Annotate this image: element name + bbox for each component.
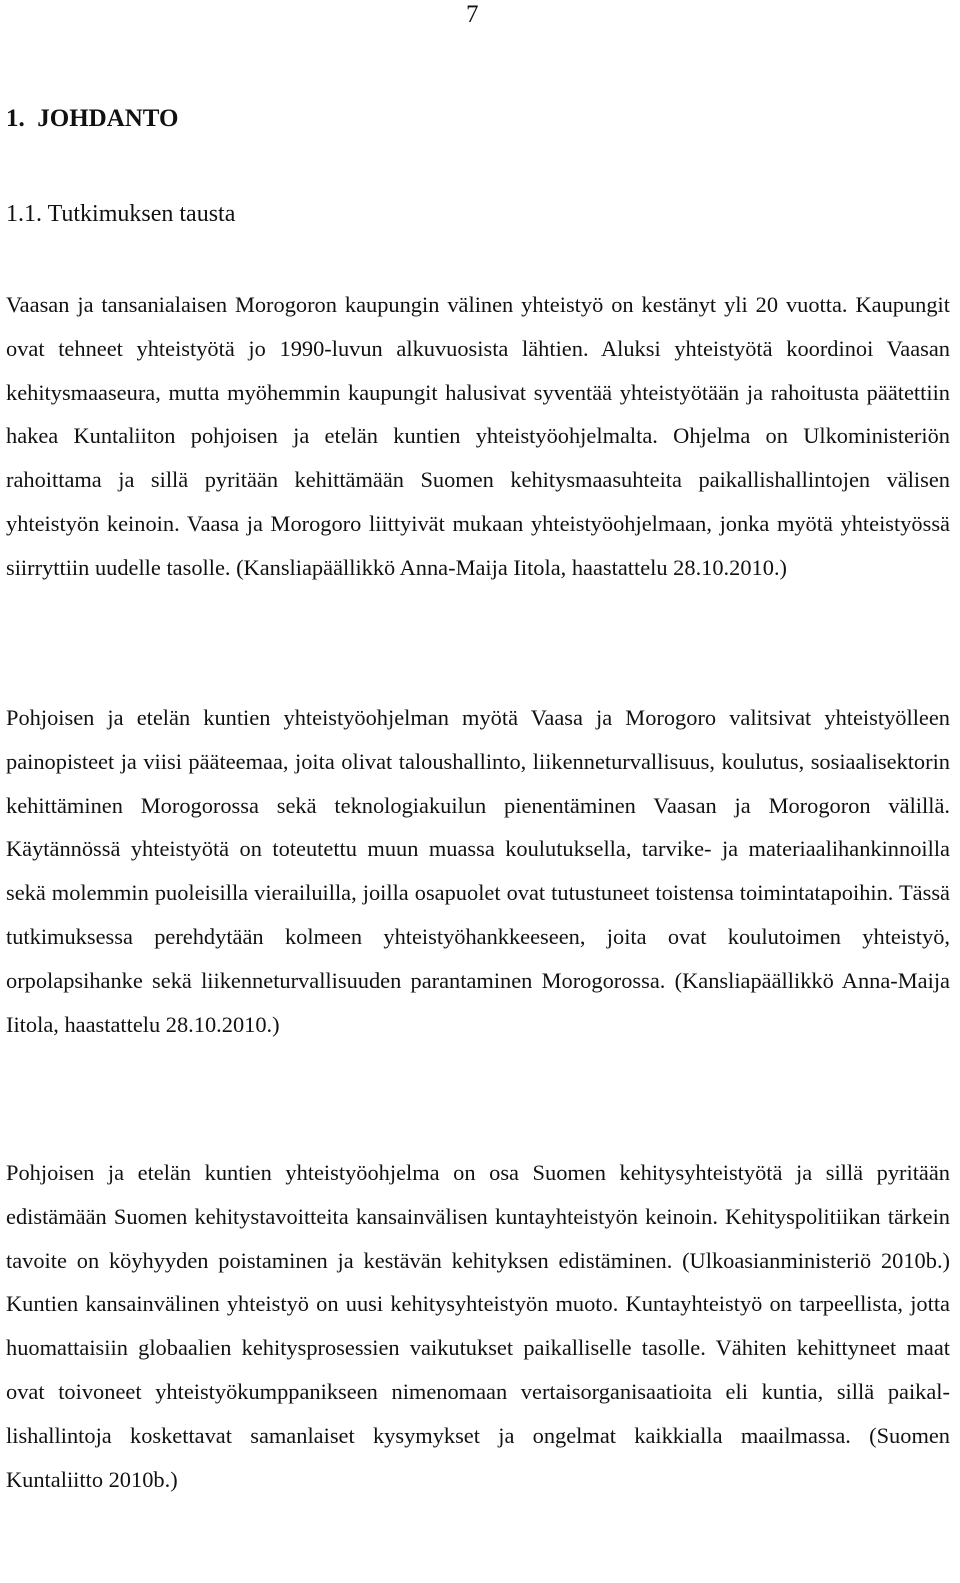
body-paragraph: Pohjoisen ja etelän kuntien yhteistyöohjelma on osa Suomen kehitysyhteistyötä ja sillä pyritään edistämään Suomen kehitystavoitteita kansainvälisen kuntayhteistyön keinoin. Kehityspolitiikan tärkein tavoite on köyhyyden poistaminen ja kestävän kehityksen edistäminen. (Ulkoasianministeriö 2010b.) Kuntien kansainvälinen yhteistyö on uusi kehitysyhteistyön muoto. Kuntayhteistyö on tarpeellista, jotta huomattaisiin globaalien kehitysprosessien vaikutukset paikalliselle tasolle. Vähiten kehittyneet maat ovat toivoneet yhteistyökumppanikseen nimenomaan vertaisorganisaatioita eli kuntia, sillä paikallishallintoja koskettavat samanlaiset kysymykset ja ongelmat kaikkialla maailmassa. (Suomen Kuntaliitto 2010b.) (6, 1160, 950, 1492)
body-paragraph: Vaasan ja tansanialaisen Morogoron kaupungin välinen yhteistyö on kestänyt yli 20 vuotta. Kaupungit ovat tehneet yhteistyötä jo 1990-luvun alkuvuosista lähtien. Aluksi yhteistyötä koordinoi Vaasan kehitysmaaseura, mutta myöhemmin kaupungit halusivat syventää yhteistyötään ja rahoitusta päätettiin hakea Kuntaliiton pohjoisen ja etelän kuntien yhteistyöohjelmalta. Ohjelma on Ulkoministeriön rahoittama ja sillä pyritään kehittämään Suomen kehitysmaasuhteita paikallishallintojen välisen yhteistyön keinoin. Vaasa ja Morogoro liittyivät mukaan yhteistyöohjelmaan, jonka myötä yhteistyössä siirryttiin uudelle tasolle. (Kansliapäällikkö Anna-Maija Iitola, haastattelu 28.10.2010.) (6, 292, 950, 580)
chapter-heading: 1. JOHDANTO (6, 105, 179, 132)
section-heading: 1.1. Tutkimuksen tausta (6, 201, 236, 227)
page-number: 7 (466, 1, 479, 28)
body-paragraph: Pohjoisen ja etelän kuntien yhteistyöohjelman myötä Vaasa ja Morogoro valitsivat yhteistyölleen painopisteet ja viisi pääteemaa, joita olivat taloushallinto, liikenneturvallisuus, koulutus, sosiaalisektorin kehittäminen Morogorossa sekä teknologiakuilun pienentäminen Vaasan ja Morogoron välillä. Käytännössä yhteistyötä on toteutettu muun muassa koulutuksella, tarvike- ja materiaalihankinnoilla sekä molemmin puoleisilla vierailuilla, joilla osapuolet ovat tutustuneet toistensa toimintatapoihin. Tässä tutkimuksessa perehdytään kolmeen yhteistyöhankkeeseen, joita ovat koulutoimen yhteistyö, orpolapsihanke sekä liikenneturvallisuuden parantaminen Morogorossa. (Kansliapäällikkö Anna-Maija Iitola, haastattelu 28.10.2010.) (6, 705, 950, 1037)
